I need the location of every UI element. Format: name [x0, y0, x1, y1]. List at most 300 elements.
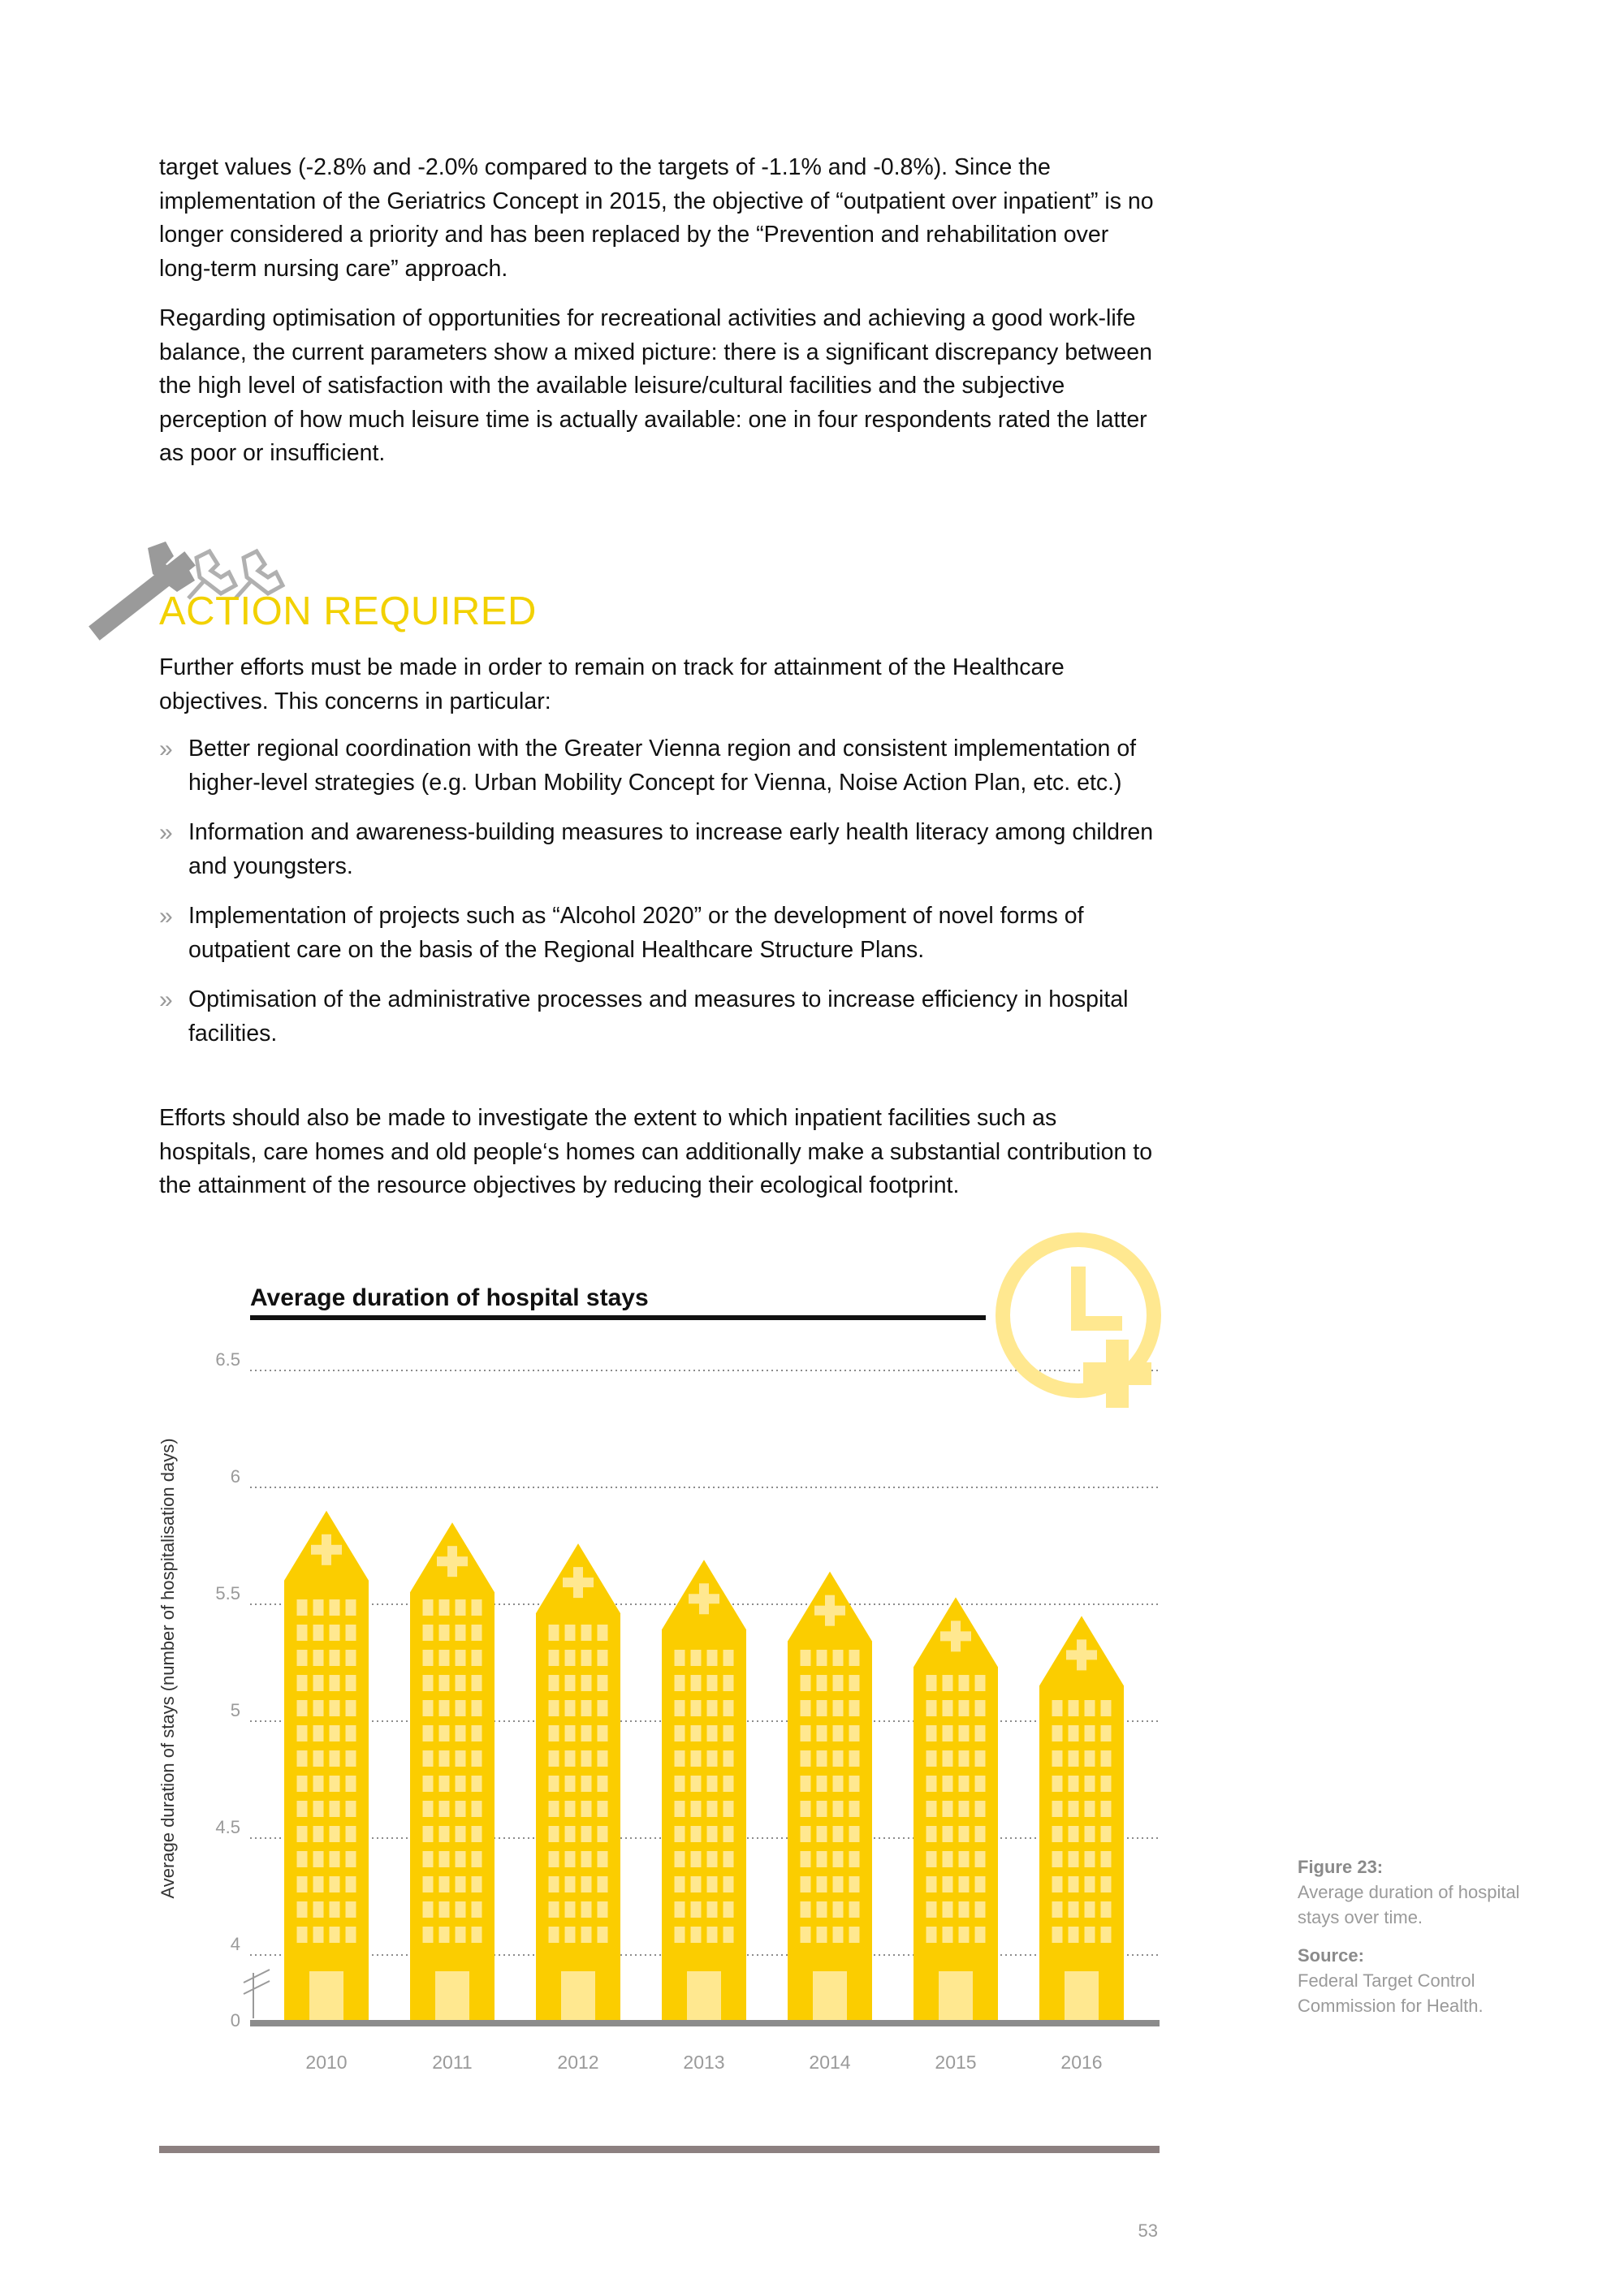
y-axis-label: Average duration of stays (number of hospitalisation days)	[158, 1438, 178, 1899]
bar-window	[598, 1700, 608, 1716]
bar-window	[330, 1725, 340, 1741]
list-item	[159, 732, 1166, 800]
bar-window	[330, 1776, 340, 1792]
bar-window	[423, 1750, 434, 1767]
bar-window	[691, 1650, 702, 1666]
bar-window	[472, 1901, 482, 1918]
bar-window	[675, 1851, 685, 1867]
bar-window	[1052, 1725, 1063, 1741]
bar-door	[309, 1971, 343, 2020]
bar-window	[313, 1750, 324, 1767]
bar-window	[330, 1826, 340, 1842]
bar-window	[817, 1700, 827, 1716]
bar-window	[456, 1876, 466, 1892]
bar-window	[833, 1675, 844, 1691]
bar-window	[675, 1750, 685, 1767]
bar-window	[423, 1725, 434, 1741]
bar-window	[297, 1826, 308, 1842]
bar-window	[849, 1876, 860, 1892]
bar-window	[346, 1625, 356, 1641]
bar-window	[1085, 1901, 1095, 1918]
page-number: 53	[1138, 2220, 1158, 2241]
action-list	[159, 732, 1166, 1067]
bar-window	[1101, 1826, 1112, 1842]
bar-door	[561, 1971, 595, 2020]
bar-window	[439, 1750, 450, 1767]
bar-window	[691, 1776, 702, 1792]
bar-door	[813, 1971, 847, 2020]
bar-window	[1052, 1927, 1063, 1943]
bar-window	[456, 1675, 466, 1691]
bar-cross-h	[814, 1606, 845, 1616]
bar-window	[817, 1876, 827, 1892]
bar-window	[943, 1675, 953, 1691]
bar-window	[565, 1650, 576, 1666]
bar-window	[330, 1876, 340, 1892]
bar-window	[598, 1750, 608, 1767]
bar-window	[975, 1901, 986, 1918]
paragraph-further-efforts: Further efforts must be made in order to remain on track for attainment of the Healthcare objectives. This concerns in particular:	[159, 654, 1065, 714]
bar-window	[313, 1826, 324, 1842]
bar-cross-h	[689, 1594, 719, 1603]
bar-window	[817, 1750, 827, 1767]
bar-window	[833, 1851, 844, 1867]
bar-window	[959, 1826, 970, 1842]
bar-window	[346, 1650, 356, 1666]
bar-window	[975, 1725, 986, 1741]
bar-window	[456, 1599, 466, 1616]
bar-window	[472, 1725, 482, 1741]
bar-window	[1085, 1700, 1095, 1716]
bar-window	[691, 1826, 702, 1842]
bar-window	[1101, 1901, 1112, 1918]
bar-window	[330, 1927, 340, 1943]
bar-window	[330, 1650, 340, 1666]
bar-window	[675, 1650, 685, 1666]
bar-window	[1085, 1851, 1095, 1867]
bar-window	[313, 1876, 324, 1892]
figure-caption-block	[1298, 1854, 1541, 1930]
bar-window	[297, 1750, 308, 1767]
bar-window	[707, 1725, 718, 1741]
bar-window	[1069, 1851, 1079, 1867]
bar-window	[456, 1901, 466, 1918]
bar-window	[975, 1851, 986, 1867]
bar-window	[1052, 1801, 1063, 1817]
bar-window	[598, 1675, 608, 1691]
bar-window	[565, 1801, 576, 1817]
bar-window	[1085, 1826, 1095, 1842]
bar-window	[297, 1599, 308, 1616]
bar-window	[926, 1750, 937, 1767]
bar-window	[801, 1650, 811, 1666]
bar-window	[346, 1927, 356, 1943]
bar-window	[943, 1826, 953, 1842]
bar-window	[817, 1801, 827, 1817]
cross-horizontal	[1083, 1362, 1151, 1385]
chart-title-rule	[250, 1315, 986, 1320]
bar-window	[1052, 1851, 1063, 1867]
bar-window	[833, 1826, 844, 1842]
bar-window	[439, 1826, 450, 1842]
bar-window	[833, 1776, 844, 1792]
bar-window	[707, 1927, 718, 1943]
y-tick-label: 4	[230, 1934, 240, 1954]
bar-window	[723, 1876, 734, 1892]
bar-cross-h	[437, 1556, 468, 1566]
bar-window	[549, 1927, 559, 1943]
bar-window	[801, 1750, 811, 1767]
bar-window	[723, 1725, 734, 1741]
bar-window	[581, 1927, 592, 1943]
x-tick-label: 2015	[935, 2052, 977, 2073]
bar-window	[549, 1901, 559, 1918]
bar-window	[297, 1801, 308, 1817]
bar-window	[456, 1826, 466, 1842]
bar-window	[1069, 1776, 1079, 1792]
bar-window	[675, 1876, 685, 1892]
bar-window	[565, 1725, 576, 1741]
bar-window	[926, 1801, 937, 1817]
bar-window	[439, 1927, 450, 1943]
y-tick-label: 6	[230, 1466, 240, 1487]
bar-window	[707, 1851, 718, 1867]
bar-window	[346, 1826, 356, 1842]
bar-window	[439, 1625, 450, 1641]
bar-door	[435, 1971, 469, 2020]
list-item-text: Information and awareness-building measures to increase early health literacy among children and youngsters.	[188, 819, 1154, 879]
list-item-text: Better regional coordination with the Greater Vienna region and consistent implementation of higher-level strategies (e.g. Urban Mobility Concept for Vienna, Noise Action Plan, etc. etc.)	[188, 736, 1137, 796]
bar-window	[565, 1876, 576, 1892]
bar-window	[707, 1700, 718, 1716]
source-label: Source:	[1298, 1945, 1364, 1966]
bar-window	[849, 1851, 860, 1867]
bar-window	[549, 1725, 559, 1741]
bar-window	[313, 1927, 324, 1943]
paragraph-leisure: Regarding optimisation of opportunities for recreational activities and achieving a good work-life balance, the current parameters show a mixed picture: there is a significant discrepancy between the high level of satisfaction with the available leisure/cultural facilities and the subjective perception of how much leisure time is actually available: one in four respondents rated the latter as poor or insufficient.	[159, 305, 1152, 466]
bar-door	[1065, 1971, 1099, 2020]
bar-window	[297, 1876, 308, 1892]
bar-window	[297, 1700, 308, 1716]
bar	[788, 1572, 872, 2020]
bar-window	[598, 1826, 608, 1842]
bar-window	[472, 1927, 482, 1943]
y-tick-label-zero: 0	[230, 2010, 240, 2031]
bar-window	[297, 1776, 308, 1792]
bar-window	[959, 1851, 970, 1867]
bar-window	[313, 1725, 324, 1741]
bar-window	[456, 1650, 466, 1666]
bar-window	[549, 1625, 559, 1641]
bar-window	[456, 1801, 466, 1817]
bar-2016	[1039, 1616, 1124, 2020]
bar-window	[801, 1851, 811, 1867]
bar-window	[1085, 1750, 1095, 1767]
bar-window	[346, 1851, 356, 1867]
list-item	[159, 900, 1166, 967]
bar-window	[959, 1725, 970, 1741]
bar-window	[346, 1725, 356, 1741]
bar-cross-h	[563, 1577, 594, 1587]
bar-window	[598, 1851, 608, 1867]
bar-window	[581, 1851, 592, 1867]
bar-window	[456, 1927, 466, 1943]
bar-window	[423, 1851, 434, 1867]
y-tick-label: 4.5	[215, 1817, 240, 1837]
bar-window	[707, 1750, 718, 1767]
bar-window	[801, 1675, 811, 1691]
bar-window	[581, 1650, 592, 1666]
bar-window	[565, 1901, 576, 1918]
bar-window	[472, 1801, 482, 1817]
bullet-marker: »	[159, 903, 173, 930]
bar-window	[598, 1901, 608, 1918]
bar-window	[691, 1700, 702, 1716]
bar-window	[959, 1675, 970, 1691]
bar-window	[1069, 1725, 1079, 1741]
bar-window	[456, 1750, 466, 1767]
bar-window	[943, 1700, 953, 1716]
bar-window	[817, 1650, 827, 1666]
bar-window	[1085, 1801, 1095, 1817]
bar-window	[330, 1901, 340, 1918]
bar-window	[975, 1876, 986, 1892]
bar-window	[423, 1927, 434, 1943]
section-title: ACTION REQUIRED	[159, 589, 537, 633]
bar-door	[939, 1971, 973, 2020]
bar-window	[439, 1599, 450, 1616]
bar-window	[943, 1851, 953, 1867]
bar-window	[297, 1625, 308, 1641]
bar-window	[456, 1700, 466, 1716]
bar-window	[975, 1927, 986, 1943]
bar-window	[581, 1801, 592, 1817]
bar-window	[549, 1776, 559, 1792]
bar-window	[439, 1901, 450, 1918]
bar-window	[959, 1901, 970, 1918]
bar-window	[707, 1776, 718, 1792]
bar-window	[723, 1675, 734, 1691]
bar-window	[849, 1700, 860, 1716]
bar-window	[1101, 1851, 1112, 1867]
hospital-stays-chart	[0, 1218, 1218, 2176]
bar-window	[691, 1675, 702, 1691]
bar	[1039, 1616, 1124, 2020]
bar-window	[423, 1700, 434, 1716]
bar-window	[581, 1700, 592, 1716]
bar-window	[801, 1776, 811, 1792]
bar-window	[817, 1851, 827, 1867]
bar-window	[707, 1675, 718, 1691]
bar-window	[313, 1675, 324, 1691]
bar-window	[297, 1675, 308, 1691]
bar-window	[723, 1700, 734, 1716]
bar-window	[346, 1801, 356, 1817]
bar-window	[833, 1650, 844, 1666]
bar-window	[833, 1801, 844, 1817]
bar-window	[1069, 1927, 1079, 1943]
bar-window	[801, 1876, 811, 1892]
bar-window	[439, 1700, 450, 1716]
bar-window	[549, 1650, 559, 1666]
bar-window	[849, 1675, 860, 1691]
bar-window	[456, 1625, 466, 1641]
bar-window	[1069, 1826, 1079, 1842]
bar-window	[472, 1876, 482, 1892]
bar-window	[675, 1826, 685, 1842]
bar-window	[565, 1851, 576, 1867]
bar-window	[675, 1700, 685, 1716]
bar-window	[1052, 1776, 1063, 1792]
bar-window	[472, 1851, 482, 1867]
bar-2010	[284, 1511, 369, 2020]
bar-window	[565, 1776, 576, 1792]
x-tick-label: 2014	[809, 2052, 851, 2073]
bar-window	[675, 1725, 685, 1741]
bar-window	[1085, 1776, 1095, 1792]
bar-window	[346, 1599, 356, 1616]
bar-window	[817, 1901, 827, 1918]
bar-window	[1052, 1700, 1063, 1716]
bar-window	[849, 1776, 860, 1792]
bar-window	[817, 1725, 827, 1741]
bar-window	[926, 1776, 937, 1792]
bar-window	[959, 1776, 970, 1792]
bar-window	[959, 1876, 970, 1892]
bar-window	[817, 1826, 827, 1842]
bar-door	[687, 1971, 721, 2020]
bar-window	[423, 1876, 434, 1892]
bar-window	[439, 1801, 450, 1817]
axis-break-mark	[244, 1970, 270, 1994]
bar-window	[675, 1801, 685, 1817]
bar-window	[297, 1851, 308, 1867]
bar-window	[439, 1851, 450, 1867]
bar-window	[1085, 1927, 1095, 1943]
bar-window	[423, 1650, 434, 1666]
bar-window	[691, 1725, 702, 1741]
bar-window	[330, 1700, 340, 1716]
bar-window	[423, 1826, 434, 1842]
bar-cross-h	[1066, 1650, 1097, 1659]
bar-window	[423, 1675, 434, 1691]
bar-window	[849, 1650, 860, 1666]
bar-window	[849, 1927, 860, 1943]
bar-window	[581, 1826, 592, 1842]
bar-window	[423, 1776, 434, 1792]
bar-window	[1101, 1927, 1112, 1943]
bar-window	[423, 1599, 434, 1616]
bar-window	[472, 1700, 482, 1716]
bar-window	[581, 1901, 592, 1918]
bar-window	[691, 1901, 702, 1918]
bar-window	[975, 1826, 986, 1842]
bar-window	[849, 1750, 860, 1767]
bar-window	[975, 1801, 986, 1817]
bar-window	[833, 1927, 844, 1943]
bar-window	[723, 1851, 734, 1867]
bar-window	[423, 1901, 434, 1918]
bar-window	[943, 1901, 953, 1918]
x-tick-label: 2012	[557, 2052, 599, 2073]
bar-window	[959, 1750, 970, 1767]
bar-window	[675, 1776, 685, 1792]
bar-window	[723, 1776, 734, 1792]
bar-window	[472, 1750, 482, 1767]
bar-2015	[914, 1597, 998, 2020]
bullet-marker: »	[159, 986, 173, 1013]
bar-window	[472, 1826, 482, 1842]
bar-window	[959, 1801, 970, 1817]
y-tick-label: 5	[230, 1700, 240, 1720]
bar-window	[691, 1851, 702, 1867]
figure-source-block	[1298, 1943, 1541, 2018]
bar-window	[833, 1700, 844, 1716]
bar-window	[346, 1750, 356, 1767]
bar-window	[346, 1675, 356, 1691]
bar-window	[675, 1901, 685, 1918]
bar-window	[675, 1675, 685, 1691]
clock-plus-icon	[1003, 1240, 1154, 1408]
bar-window	[675, 1927, 685, 1943]
bar-window	[439, 1725, 450, 1741]
bar-window	[598, 1876, 608, 1892]
list-item	[159, 983, 1166, 1051]
bar-window	[801, 1801, 811, 1817]
bar-window	[833, 1901, 844, 1918]
bar-window	[1101, 1876, 1112, 1892]
bar-window	[549, 1826, 559, 1842]
bar-window	[723, 1826, 734, 1842]
bar-cross-h	[311, 1545, 342, 1555]
bar-window	[943, 1776, 953, 1792]
bar-window	[565, 1750, 576, 1767]
bullet-marker: »	[159, 819, 173, 846]
bar-window	[707, 1650, 718, 1666]
bar-2012	[536, 1543, 620, 2020]
bar-window	[439, 1776, 450, 1792]
paragraph-geriatrics: target values (-2.8% and -2.0% compared to the targets of -1.1% and -0.8%). Since the implementation of the Geriatrics Concept in 2015, the objective of “outpatient over inpatient” is no longer considered a priority and has been replaced by the “Prevention and rehabilitation over long-term nursing care” approach.	[159, 154, 1154, 282]
bar	[410, 1522, 495, 2020]
x-tick-label: 2010	[305, 2052, 348, 2073]
bar-window	[313, 1650, 324, 1666]
bar-cross-h	[940, 1631, 971, 1641]
bar-window	[849, 1725, 860, 1741]
bar-window	[926, 1675, 937, 1691]
bar-window	[549, 1700, 559, 1716]
bar-window	[975, 1675, 986, 1691]
bar-window	[833, 1750, 844, 1767]
bar-window	[723, 1750, 734, 1767]
bar-window	[598, 1725, 608, 1741]
bar-window	[313, 1776, 324, 1792]
bar-window	[598, 1801, 608, 1817]
bullet-marker: »	[159, 736, 173, 762]
bar-window	[943, 1927, 953, 1943]
list-item	[159, 816, 1166, 883]
bar-window	[975, 1776, 986, 1792]
bar-window	[581, 1625, 592, 1641]
bar-window	[456, 1776, 466, 1792]
bar-window	[817, 1927, 827, 1943]
bar-window	[330, 1675, 340, 1691]
bar-window	[849, 1901, 860, 1918]
bar-window	[565, 1625, 576, 1641]
figure-bottom-rule	[159, 2146, 1160, 2153]
bar-window	[943, 1876, 953, 1892]
bar-window	[707, 1801, 718, 1817]
bar-window	[1052, 1901, 1063, 1918]
